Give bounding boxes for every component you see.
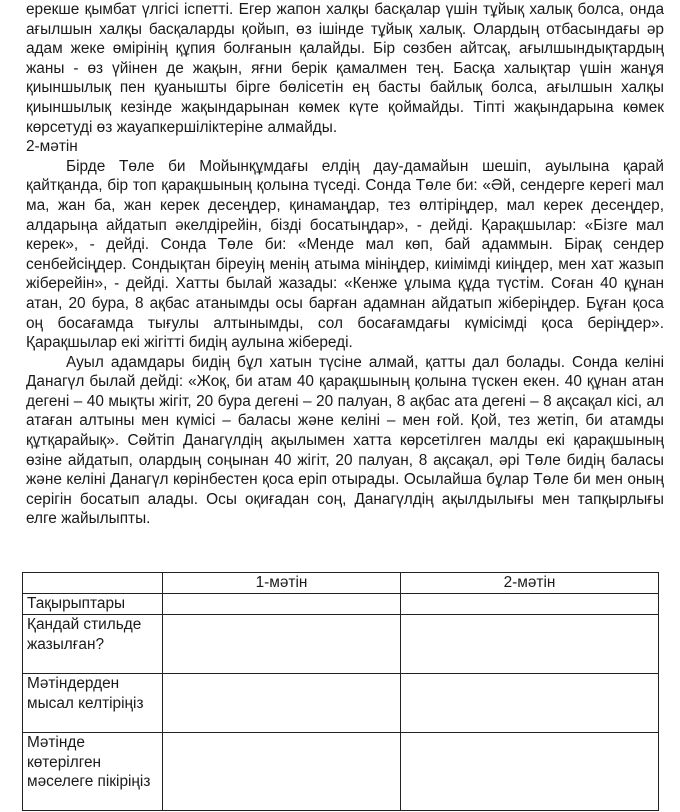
table-header-row (23, 573, 659, 594)
answer-cell-text1-style[interactable] (163, 615, 401, 674)
answer-cell-text2-style[interactable] (401, 615, 659, 674)
paragraph-text1-continuation: ерекше қымбат үлгісі іспетті. Егер жапон халқы басқалар үшін тұйық халық болса, онда ағылшын халқы басқаларды қойып, өз ішінде тұйық халық. Олардың отбасындағы әр адам жеке өмірінің құпия болғанын қалайды. Бір сөзбен айтсақ, ағылшындықтардың жаны - өз үйінен де жақын, яғни берік қамалмен тең. Басқа халықтар үшін жанұя қиыншылық пен қуанышты бірге бөлісетін ең басты байлық болса, ағылшын халқы қиыншылық кезінде жақындарынан көмек күте қоймайды. Тіпті жақындарына көмек көрсетуді өз жауапкершіліктеріне алмайды. (26, 1, 664, 136)
row-label-opinion: Мәтінде көтерілген мәселеге пікіріңіз (23, 733, 163, 811)
answer-cell-text1-topics[interactable] (163, 594, 401, 615)
table-row-style (23, 615, 659, 674)
table-row-examples (23, 674, 659, 733)
reading-text (26, 0, 664, 529)
comparison-table (22, 572, 659, 811)
header-text1: 1-мәтін (163, 573, 401, 594)
paragraph-text2-part1: Бірде Төле би Мойынқұмдағы елдің дау-дамайын шешіп, ауылына қарай қайтқанда, бір топ қарақшының қолына түседі. Сонда Төле би: «Әй, сендерге керегі мал ма, жан ба, жан керек десеңдер, қинамаңдар, тез өлтіріңдер, мал керек десеңдер, алдарыңа айдатып әкелдірейін, бізді босатыңдар», - дейді. Қарақшылар: «Бізге мал керек», - дейді. Сонда Төле би: «Менде мал көп, бай адаммын. Бірақ сендер сенбейсіңдер. Сондықтан біреуің менің атыма мініңдер, киімімді киіңдер, мен хат жазып жіберейін», - дейді. Хатты былай жазады: «Кенже ұлыма құда түстім. Соған 40 құнан атан, 20 бура, 8 ақбас атанымды осы барған адамнан айдатып жіберіңдер. Бұған қоса оң босағамда тығулы алтынымды, сол босағамдағы күмісімді қоса беріңдер». Қарақшылар екі жігітті бидің аулына жібереді. (26, 157, 664, 352)
answer-cell-text1-opinion[interactable] (163, 733, 401, 811)
header-empty-cell (23, 573, 163, 594)
answer-cell-text2-opinion[interactable] (401, 733, 659, 811)
row-label-examples: Мәтіндерден мысал келтіріңіз (23, 674, 163, 733)
table-row-opinion (23, 733, 659, 811)
row-label-topics: Тақырыптары (23, 594, 163, 615)
row-label-style: Қандай стильде жазылған? (23, 615, 163, 674)
answer-cell-text1-examples[interactable] (163, 674, 401, 733)
answer-cell-text2-topics[interactable] (401, 594, 659, 615)
header-text2: 2-мәтін (401, 573, 659, 594)
answer-cell-text2-examples[interactable] (401, 674, 659, 733)
table-row-topics (23, 594, 659, 615)
text2-label: 2-мәтін (26, 138, 78, 156)
paragraph-text2-part2: Ауыл адамдары бидің бұл хатын түсіне алмай, қатты дал болады. Сонда келіні Данагүл былай дейді: «Жоқ, би атам 40 қарақшының қолына түскен екен. 40 құнан атан дегені – 40 мықты жігіт, 20 бура дегені – 20 палуан, 8 ақбас ата дегені – 8 ақсақал кісі, ал атаған алтыны мен күмісі – баласы және келіні – мен ғой. Қой, тез жетіп, би атамды құтқарайық». Сөйтіп Данагүлдің ақылымен хатта көрсетілген малды екі қарақшының өзіне айдатып, олардың соңынан 40 жігіт, 20 палуан, 8 ақсақал, әрі Төле бидің баласы және келіні Данагүл көрінбестен қоса еріп отырады. Осылайша бұлар Төле би мен оның серігін босатып алады. Осы оқиғадан соң, Данагүлдің ақылдылығы мен тапқырлығы елге жайылыпты. (26, 353, 664, 528)
